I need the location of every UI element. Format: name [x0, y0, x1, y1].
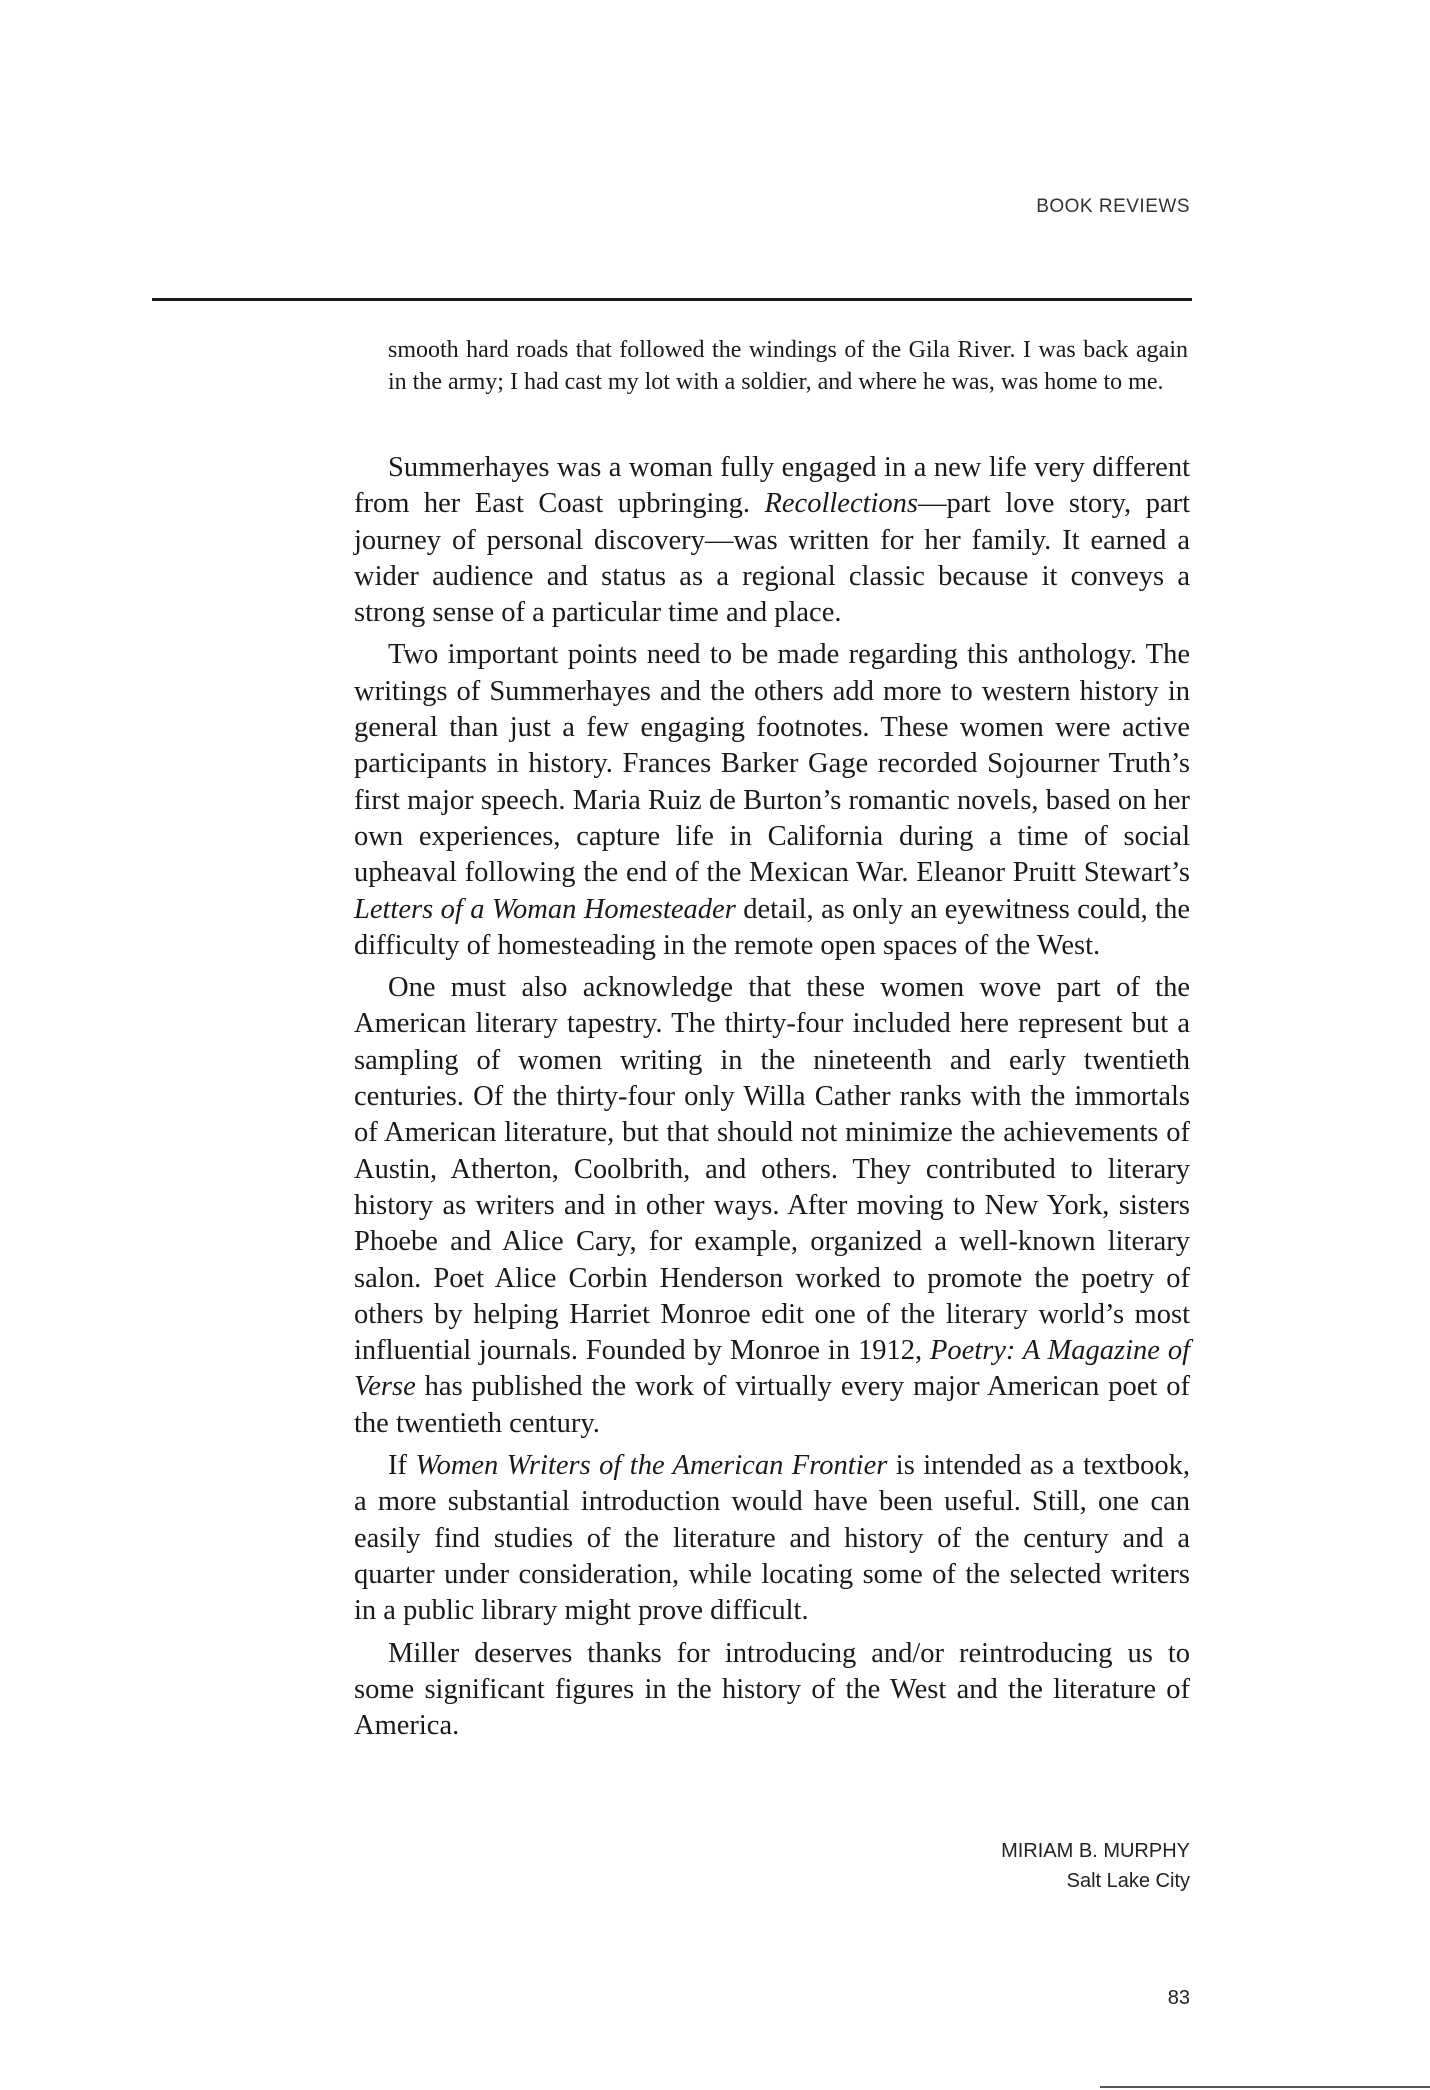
paragraph-1-text-b: —part love story, part journey of personal discovery—was written for her family. It earned a wider audience and status as a regional classic because it conveys a strong sense of a particular time and place. [354, 488, 1190, 629]
reviewer-name: MIRIAM B. MURPHY [1001, 1840, 1190, 1862]
scan-edge-mark [1100, 2086, 1430, 2088]
italic-title-women-writers: Women Writers of the American Frontier [415, 1450, 888, 1482]
reviewer-location: Salt Lake City [1066, 1870, 1190, 1892]
block-quote: smooth hard roads that followed the windings of the Gila River. I was back again in the army; I had cast my lot with a soldier, and where he was, was home to me. [388, 337, 1188, 395]
italic-title-recollections: Recollections [764, 488, 919, 520]
paragraph-4-text-b: is intended as a textbook, a more substantial introduction would have been useful. Still, one can easily find studies of the literature and history of the century and a quarter under consideration, while locating some of the selected writers in a public library might prove difficult. [354, 1450, 1191, 1627]
running-head: BOOK REVIEWS [1036, 196, 1190, 217]
paragraph-2 [354, 637, 1190, 964]
paragraph-5-text-a: Miller deserves thanks for introducing and/or reintroducing us to some significant figures in the history of the West and the literature of America. [354, 1637, 1190, 1742]
paragraph-3-text-a: One must also acknowledge that these women wove part of the American literary tapestry. The thirty-four included here represent but a sampling of women writing in the nineteenth and early twentieth centuries. Of the thirty-four only Willa Cather ranks with the immortals of American literature, but that should not minimize the achievements of Austin, Atherton, Coolbrith, and others. They contributed to literary history as writers and in other ways. After moving to New York, sisters Phoebe and Alice Cary, for example, organized a well-known literary salon. Poet Alice Corbin Henderson worked to promote the poetry of others by helping Harriet Monroe edit one of the literary world’s most influential journals. Founded by Monroe in 1912, [354, 972, 1190, 1367]
paragraph-3-text-b: has published the work of virtually every major American poet of the twentieth century. [354, 1371, 1190, 1439]
paragraph-1 [354, 450, 1190, 631]
italic-title-letters: Letters of a Woman Homesteader [354, 893, 736, 925]
signature-block [1001, 1836, 1190, 1896]
italic-title-poetry: Poetry: A Magazine of Verse [354, 1335, 1190, 1403]
paragraph-4-text-a: If [388, 1450, 416, 1482]
paragraph-5 [354, 1636, 1190, 1745]
header-rule [152, 298, 1192, 301]
paragraph-2-text-a: Two important points need to be made regarding this anthology. The writings of Summerhayes and the others add more to western history in general than just a few engaging footnotes. These women were active participants in history. Frances Barker Gage recorded Sojourner Truth’s first major speech. Maria Ruiz de Burton’s romantic novels, based on her own experiences, capture life in California during a time of social upheaval following the end of the Mexican War. Eleanor Pruitt Stewart’s [354, 639, 1190, 889]
paragraph-2-text-b: detail, as only an eyewitness could, the difficulty of homesteading in the remote open spaces of the West. [354, 893, 1190, 961]
paragraph-3 [354, 970, 1190, 1442]
paragraph-1-text-a: Summerhayes was a woman fully engaged in a new life very different from her East Coast upbringing. [354, 452, 1190, 520]
paragraph-4 [354, 1448, 1190, 1629]
review-body [354, 450, 1190, 1750]
page-number: 83 [1167, 1987, 1190, 2009]
